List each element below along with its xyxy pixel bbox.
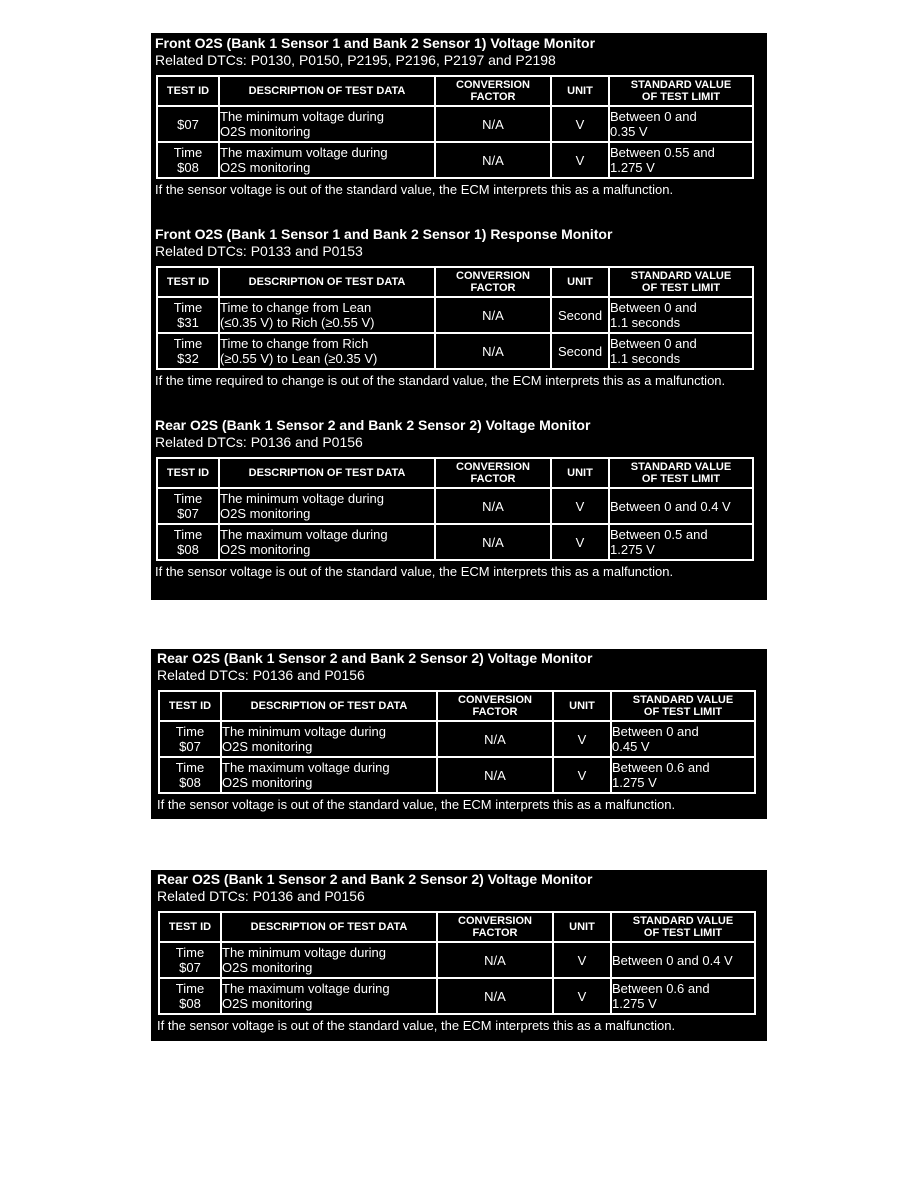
conversion-cell: N/A bbox=[435, 333, 551, 369]
col-test-id: TEST ID bbox=[157, 458, 219, 488]
test-id-cell: Time $31 bbox=[157, 297, 219, 333]
table-row bbox=[159, 721, 755, 757]
standard-cell: Between 0.6 and 1.275 V bbox=[611, 757, 755, 793]
related-dtcs: Related DTCs: P0136 and P0156 bbox=[157, 667, 365, 683]
table-header-row bbox=[157, 458, 753, 488]
unit-cell: V bbox=[553, 721, 611, 757]
description-cell: The maximum voltage during O2S monitoring bbox=[221, 978, 437, 1014]
col-description: DESCRIPTION OF TEST DATA bbox=[219, 267, 435, 297]
test-data-table bbox=[156, 457, 754, 561]
unit-cell: V bbox=[553, 978, 611, 1014]
standard-cell: Between 0.6 and 1.275 V bbox=[611, 978, 755, 1014]
malfunction-note: If the sensor voltage is out of the standard value, the ECM interprets this as a malfunction. bbox=[157, 1018, 676, 1033]
section-title: Front O2S (Bank 1 Sensor 1 and Bank 2 Sensor 1) Response Monitor bbox=[155, 226, 613, 242]
standard-cell: Between 0.55 and 1.275 V bbox=[609, 142, 753, 178]
table-header-row bbox=[159, 691, 755, 721]
conversion-cell: N/A bbox=[435, 106, 551, 142]
col-conversion: CONVERSION FACTOR bbox=[435, 76, 551, 106]
table-header-row bbox=[159, 912, 755, 942]
col-unit: UNIT bbox=[553, 912, 611, 942]
description-cell: The minimum voltage during O2S monitoring bbox=[219, 488, 435, 524]
description-cell: The minimum voltage during O2S monitoring bbox=[221, 942, 437, 978]
conversion-cell: N/A bbox=[435, 524, 551, 560]
table-row bbox=[159, 942, 755, 978]
malfunction-note: If the sensor voltage is out of the standard value, the ECM interprets this as a malfunction. bbox=[155, 564, 674, 579]
col-standard: STANDARD VALUE OF TEST LIMIT bbox=[609, 458, 753, 488]
table-row bbox=[157, 142, 753, 178]
col-unit: UNIT bbox=[553, 691, 611, 721]
conversion-cell: N/A bbox=[435, 142, 551, 178]
test-id-cell: Time $07 bbox=[157, 488, 219, 524]
monitor-section-front-response bbox=[155, 226, 763, 389]
conversion-cell: N/A bbox=[435, 488, 551, 524]
malfunction-note: If the sensor voltage is out of the standard value, the ECM interprets this as a malfunction. bbox=[155, 182, 674, 197]
standard-cell: Between 0 and 0.4 V bbox=[611, 942, 755, 978]
test-id-cell: $07 bbox=[157, 106, 219, 142]
table-header-row bbox=[157, 267, 753, 297]
standard-cell: Between 0 and 0.35 V bbox=[609, 106, 753, 142]
table-row bbox=[159, 978, 755, 1014]
test-id-cell: Time $32 bbox=[157, 333, 219, 369]
unit-cell: V bbox=[553, 942, 611, 978]
test-id-cell: Time $07 bbox=[159, 942, 221, 978]
description-cell: The minimum voltage during O2S monitoring bbox=[219, 106, 435, 142]
col-standard: STANDARD VALUE OF TEST LIMIT bbox=[611, 912, 755, 942]
col-conversion: CONVERSION FACTOR bbox=[435, 458, 551, 488]
malfunction-note: If the sensor voltage is out of the standard value, the ECM interprets this as a malfunction. bbox=[157, 797, 676, 812]
standard-cell: Between 0 and 1.1 seconds bbox=[609, 297, 753, 333]
conversion-cell: N/A bbox=[437, 978, 553, 1014]
table-row bbox=[157, 333, 753, 369]
unit-cell: V bbox=[551, 142, 609, 178]
unit-cell: V bbox=[551, 488, 609, 524]
col-standard: STANDARD VALUE OF TEST LIMIT bbox=[609, 267, 753, 297]
monitor-block-main bbox=[151, 33, 767, 600]
test-id-cell: Time $07 bbox=[159, 721, 221, 757]
col-description: DESCRIPTION OF TEST DATA bbox=[219, 76, 435, 106]
col-conversion: CONVERSION FACTOR bbox=[435, 267, 551, 297]
malfunction-note: If the time required to change is out of the standard value, the ECM interprets this as a malfunction. bbox=[155, 373, 726, 388]
col-test-id: TEST ID bbox=[157, 76, 219, 106]
unit-cell: Second bbox=[551, 297, 609, 333]
description-cell: The maximum voltage during O2S monitoring bbox=[221, 757, 437, 793]
unit-cell: V bbox=[551, 106, 609, 142]
col-test-id: TEST ID bbox=[159, 912, 221, 942]
table-row bbox=[157, 524, 753, 560]
conversion-cell: N/A bbox=[437, 757, 553, 793]
monitor-block-rear-alt-2 bbox=[151, 870, 767, 1041]
standard-cell: Between 0 and 1.1 seconds bbox=[609, 333, 753, 369]
test-id-cell: Time $08 bbox=[157, 524, 219, 560]
col-unit: UNIT bbox=[551, 458, 609, 488]
description-cell: Time to change from Lean (≤0.35 V) to Rich (≥0.55 V) bbox=[219, 297, 435, 333]
unit-cell: V bbox=[553, 757, 611, 793]
related-dtcs: Related DTCs: P0133 and P0153 bbox=[155, 243, 363, 259]
section-title: Rear O2S (Bank 1 Sensor 2 and Bank 2 Sensor 2) Voltage Monitor bbox=[157, 650, 593, 666]
description-cell: The maximum voltage during O2S monitoring bbox=[219, 142, 435, 178]
monitor-section-front-voltage bbox=[155, 35, 763, 198]
col-description: DESCRIPTION OF TEST DATA bbox=[221, 691, 437, 721]
conversion-cell: N/A bbox=[437, 721, 553, 757]
col-unit: UNIT bbox=[551, 267, 609, 297]
test-id-cell: Time $08 bbox=[157, 142, 219, 178]
test-data-table bbox=[156, 75, 754, 179]
test-data-table bbox=[158, 690, 756, 794]
unit-cell: V bbox=[551, 524, 609, 560]
standard-cell: Between 0 and 0.45 V bbox=[611, 721, 755, 757]
col-description: DESCRIPTION OF TEST DATA bbox=[221, 912, 437, 942]
table-row bbox=[157, 297, 753, 333]
col-unit: UNIT bbox=[551, 76, 609, 106]
section-title: Rear O2S (Bank 1 Sensor 2 and Bank 2 Sensor 2) Voltage Monitor bbox=[157, 871, 593, 887]
test-id-cell: Time $08 bbox=[159, 757, 221, 793]
related-dtcs: Related DTCs: P0136 and P0156 bbox=[155, 434, 363, 450]
description-cell: The minimum voltage during O2S monitoring bbox=[221, 721, 437, 757]
col-conversion: CONVERSION FACTOR bbox=[437, 912, 553, 942]
conversion-cell: N/A bbox=[435, 297, 551, 333]
test-data-table bbox=[156, 266, 754, 370]
description-cell: The maximum voltage during O2S monitoring bbox=[219, 524, 435, 560]
conversion-cell: N/A bbox=[437, 942, 553, 978]
col-conversion: CONVERSION FACTOR bbox=[437, 691, 553, 721]
col-test-id: TEST ID bbox=[157, 267, 219, 297]
related-dtcs: Related DTCs: P0136 and P0156 bbox=[157, 888, 365, 904]
table-row bbox=[157, 106, 753, 142]
related-dtcs: Related DTCs: P0130, P0150, P2195, P2196, P2197 and P2198 bbox=[155, 52, 556, 68]
description-cell: Time to change from Rich (≥0.55 V) to Lean (≥0.35 V) bbox=[219, 333, 435, 369]
col-description: DESCRIPTION OF TEST DATA bbox=[219, 458, 435, 488]
test-data-table bbox=[158, 911, 756, 1015]
col-standard: STANDARD VALUE OF TEST LIMIT bbox=[611, 691, 755, 721]
monitor-section-rear-voltage bbox=[155, 417, 763, 580]
section-title: Front O2S (Bank 1 Sensor 1 and Bank 2 Sensor 1) Voltage Monitor bbox=[155, 35, 596, 51]
test-id-cell: Time $08 bbox=[159, 978, 221, 1014]
monitor-block-rear-alt-1 bbox=[151, 649, 767, 819]
table-header-row bbox=[157, 76, 753, 106]
section-title: Rear O2S (Bank 1 Sensor 2 and Bank 2 Sensor 2) Voltage Monitor bbox=[155, 417, 591, 433]
col-standard: STANDARD VALUE OF TEST LIMIT bbox=[609, 76, 753, 106]
unit-cell: Second bbox=[551, 333, 609, 369]
table-row bbox=[159, 757, 755, 793]
col-test-id: TEST ID bbox=[159, 691, 221, 721]
standard-cell: Between 0.5 and 1.275 V bbox=[609, 524, 753, 560]
table-row bbox=[157, 488, 753, 524]
standard-cell: Between 0 and 0.4 V bbox=[609, 488, 753, 524]
